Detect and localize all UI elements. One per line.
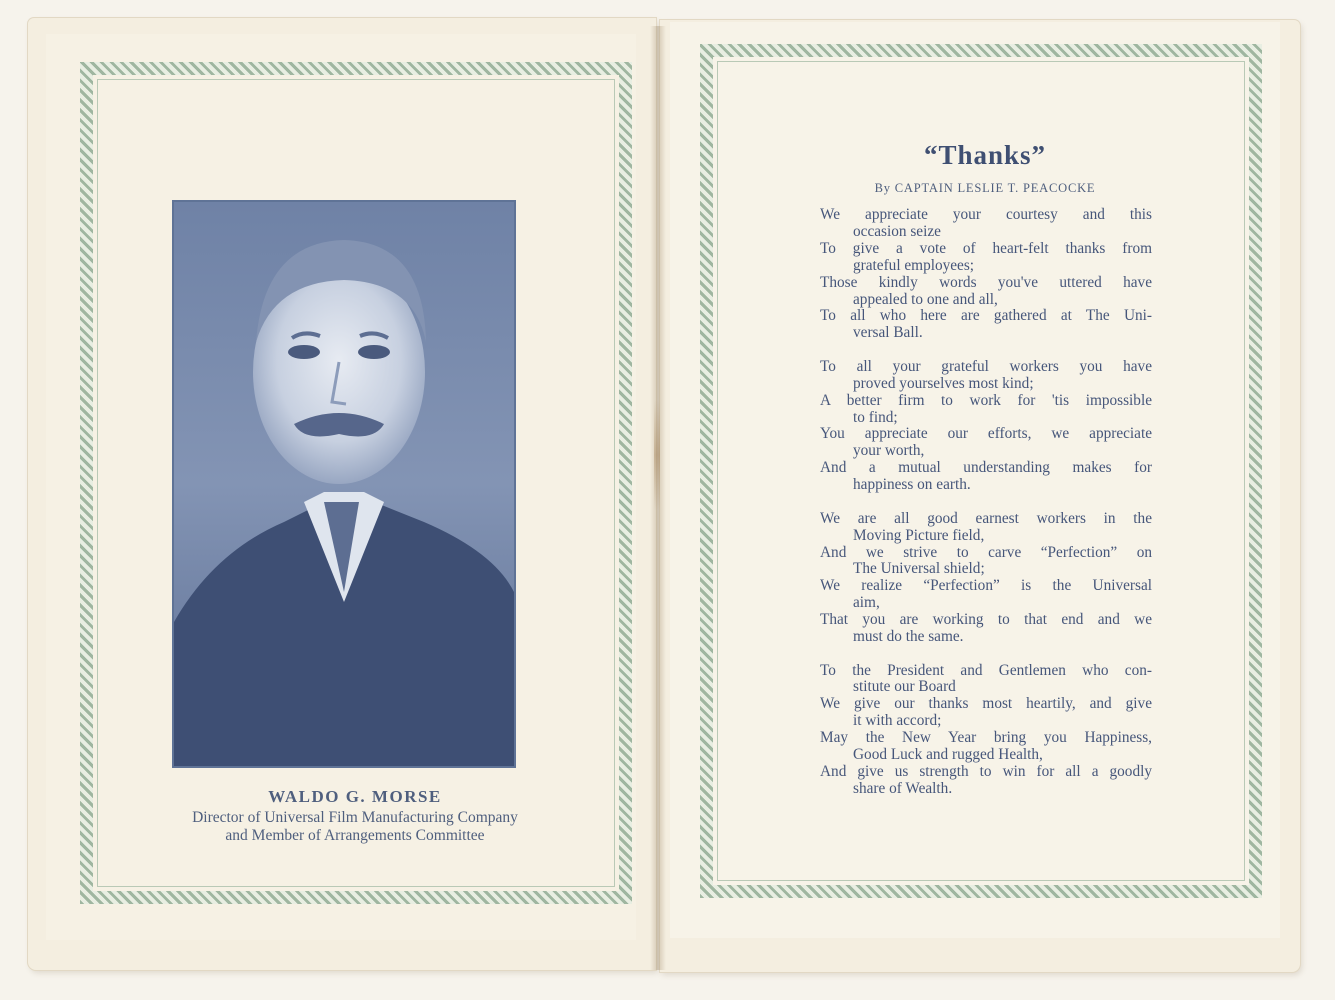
poem-line: We are all good earnest workers in the (820, 509, 1152, 527)
poem-line: aim, (853, 594, 880, 612)
poem-line: happiness on earth. (853, 476, 971, 494)
poem-line: That you are working to that end and we (820, 611, 1152, 629)
poem-line: We appreciate your courtesy and this (820, 206, 1152, 223)
poem-stanza (820, 511, 1152, 646)
poem-stanza (820, 663, 1152, 798)
poem-line: We give our thanks most heartily, and give (820, 695, 1152, 713)
poem-line: your worth, (853, 442, 925, 460)
poem-line: We realize “Perfection” is the Universal (820, 577, 1152, 595)
poem-body (820, 207, 1152, 814)
poem-line: Those kindly words you've uttered have (820, 273, 1152, 291)
poem-line: And we strive to carve “Perfection” on (820, 543, 1152, 561)
poem-line: share of Wealth. (853, 779, 953, 797)
poem-stanza (820, 207, 1152, 342)
poem-line: Moving Picture field, (853, 526, 985, 544)
poem-title: “Thanks” (923, 140, 1047, 170)
poem-line: May the New Year bring you Happiness, (820, 729, 1152, 747)
poem-line: versal Ball. (853, 324, 923, 342)
poem-line: To give a vote of heart-felt thanks from (820, 239, 1152, 257)
poem-line: it with accord; (853, 712, 942, 730)
poem-stanza (820, 359, 1152, 494)
portrait-caption-role: and Member of Arrangements Committee (225, 827, 485, 844)
poem-line: To the President and Gentlemen who con- (820, 661, 1152, 679)
poem-line: stitute our Board (853, 678, 956, 696)
poem-line: The Universal shield; (853, 560, 985, 578)
spine-stain (654, 400, 660, 510)
poem-line: To all your grateful workers you have (820, 357, 1152, 375)
portrait-photo (172, 200, 516, 768)
portrait-caption-title: Director of Universal Film Manufacturing Company (192, 809, 518, 826)
poem-line: And give us strength to win for all a goodly (820, 762, 1152, 780)
portrait-illustration (174, 202, 514, 766)
poem-line: must do the same. (853, 628, 964, 646)
poem-line: Good Luck and rugged Health, (853, 746, 1043, 764)
poem-line: appealed to one and all, (853, 290, 998, 308)
poem-line: You appreciate our efforts, we appreciate (820, 425, 1152, 443)
poem-line: To all who here are gathered at The Uni- (820, 307, 1152, 325)
poem-line: grateful employees; (853, 256, 975, 274)
poem-line: And a mutual understanding makes for (820, 459, 1152, 477)
poem-line: proved yourselves most kind; (853, 374, 1034, 392)
poem-line: occasion seize (853, 222, 941, 240)
portrait-caption-name: WALDO G. MORSE (268, 787, 442, 806)
poem-byline: By CAPTAIN LESLIE T. PEACOCKE (874, 181, 1096, 195)
poem-line: A better firm to work for 'tis impossible (820, 391, 1152, 409)
poem-line: to find; (853, 408, 898, 426)
